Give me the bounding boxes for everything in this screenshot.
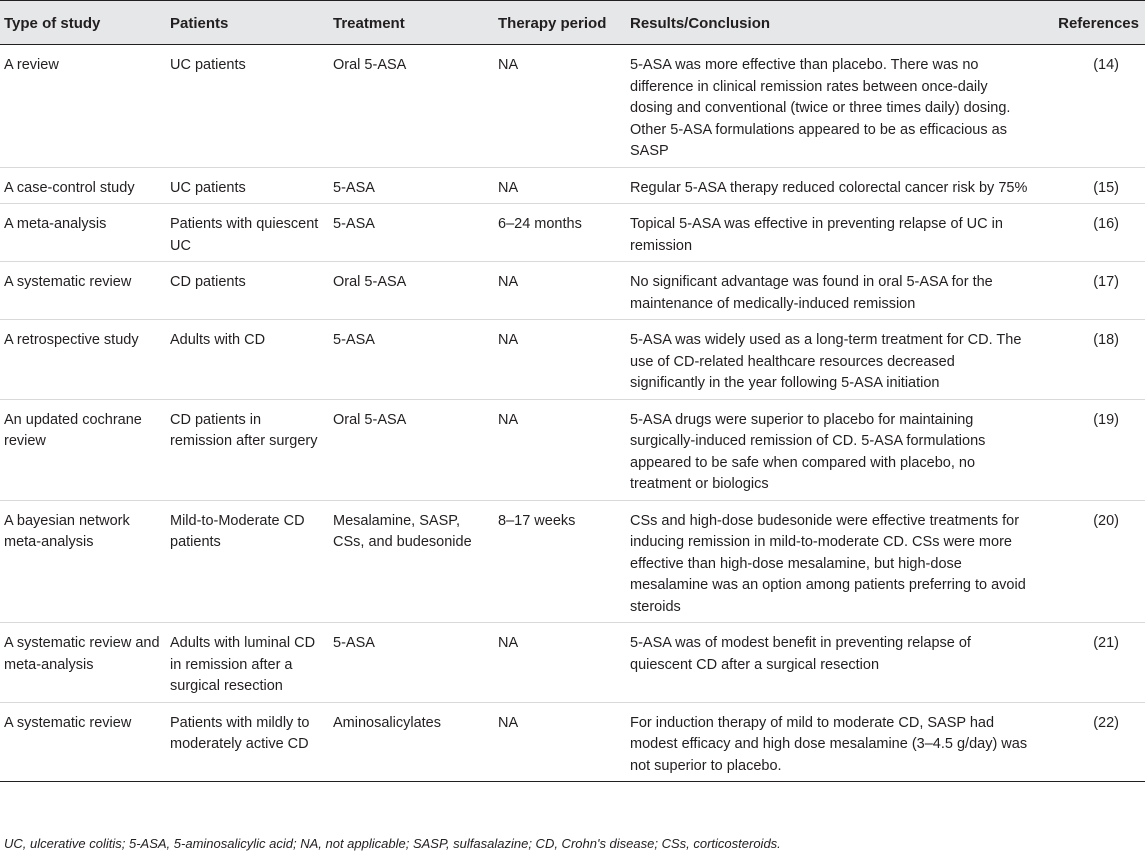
cell-treatment: Aminosalicylates xyxy=(333,714,441,731)
table-body xyxy=(0,45,1145,782)
header-therapy-period: Therapy period xyxy=(498,15,607,32)
cell-treatment: Mesalamine, SASP, CSs, and budesonide xyxy=(333,512,472,550)
cell-results: Topical 5-ASA was effective in preventing relapse of UC in remission xyxy=(630,216,1003,254)
cell-patients: UC patients xyxy=(170,57,246,73)
cell-patients: CD patients in remission after surgery xyxy=(170,411,318,449)
cell-period: 8–17 weeks xyxy=(498,512,576,529)
table-row xyxy=(0,204,1145,262)
cell-patients: Adults with luminal CD in remission after a surgical resection xyxy=(170,635,316,694)
cell-results: 5-ASA was widely used as a long-term treatment for CD. The use of CD-related healthcare resources decreased significantly in the year following 5-ASA initiation xyxy=(630,332,1022,391)
cell-patients: Patients with quiescent UC xyxy=(170,216,319,254)
cell-patients: UC patients xyxy=(170,179,246,196)
cell-treatment: Oral 5-ASA xyxy=(333,411,407,428)
cell-treatment: 5-ASA xyxy=(333,635,375,651)
header-results: Results/Conclusion xyxy=(630,15,771,32)
cell-type: A systematic review and meta-analysis xyxy=(4,635,160,673)
cell-results: 5-ASA drugs were superior to placebo for maintaining surgically-induced remission of CD. 5-ASA formulations appeared to be safe when compared with placebo, no treatment or biologics xyxy=(630,411,986,492)
cell-reference: (19) xyxy=(1093,411,1119,428)
header-references: References xyxy=(1058,15,1139,32)
cell-treatment: 5-ASA xyxy=(333,179,375,196)
header-row xyxy=(0,1,1145,45)
table-row xyxy=(0,500,1145,623)
table-row xyxy=(0,167,1145,204)
cell-patients: CD patients xyxy=(170,274,246,290)
cell-type: A retrospective study xyxy=(4,332,139,348)
cell-results: Regular 5-ASA therapy reduced colorectal cancer risk by 75% xyxy=(630,179,1028,196)
cell-type: A systematic review xyxy=(4,274,132,290)
cell-results: No significant advantage was found in oral 5-ASA for the maintenance of medically-induced remission xyxy=(630,274,993,312)
cell-results: For induction therapy of mild to moderate CD, SASP had modest efficacy and high dose mesalamine (3–4.5 g/day) was not superior to placebo. xyxy=(630,714,1028,774)
table-header xyxy=(0,1,1145,45)
header-treatment: Treatment xyxy=(333,15,405,32)
cell-reference: (20) xyxy=(1093,512,1119,529)
cell-patients: Mild-to-Moderate CD patients xyxy=(170,512,305,550)
cell-reference: (16) xyxy=(1093,216,1119,232)
header-type-of-study: Type of study xyxy=(4,15,101,32)
cell-type: An updated cochrane review xyxy=(4,411,142,449)
cell-treatment: Oral 5-ASA xyxy=(333,57,407,73)
cell-period: NA xyxy=(498,635,519,651)
header-patients: Patients xyxy=(170,15,229,32)
cell-period: NA xyxy=(498,411,519,428)
table-row xyxy=(0,702,1145,782)
cell-reference: (22) xyxy=(1093,714,1119,731)
cell-period: NA xyxy=(498,714,519,731)
cell-reference: (21) xyxy=(1093,635,1119,651)
table-footnote: UC, ulcerative colitis; 5-ASA, 5-aminosalicylic acid; NA, not applicable; SASP, sulfasalazine; CD, Crohn's disease; CSs, corticosteroids. xyxy=(4,836,781,851)
table-row xyxy=(0,320,1145,400)
cell-treatment: Oral 5-ASA xyxy=(333,274,407,290)
cell-patients: Adults with CD xyxy=(170,332,266,348)
cell-reference: (15) xyxy=(1093,179,1119,196)
cell-period: NA xyxy=(498,179,519,196)
table-row xyxy=(0,623,1145,703)
table-row xyxy=(0,399,1145,500)
cell-treatment: 5-ASA xyxy=(333,332,375,348)
cell-reference: (18) xyxy=(1093,332,1119,348)
cell-period: NA xyxy=(498,274,519,290)
cell-results: 5-ASA was more effective than placebo. There was no difference in clinical remission rates between once-daily dosing and conventional (twice or three times daily) dosing. Other 5-ASA formulations appeared to be as efficacious as SASP xyxy=(630,57,1011,159)
cell-period: NA xyxy=(498,332,519,348)
cell-reference: (14) xyxy=(1093,57,1119,73)
table-row xyxy=(0,262,1145,320)
cell-treatment: 5-ASA xyxy=(333,216,375,232)
cell-type: A systematic review xyxy=(4,714,132,731)
cell-type: A bayesian network meta-analysis xyxy=(4,512,130,550)
cell-period: 6–24 months xyxy=(498,216,582,232)
cell-results: CSs and high-dose budesonide were effective treatments for inducing remission in mild-to-moderate CD. CSs were more effective than high-dose mesalamine, but high-dose mesalamine was an option among patients preferring to avoid steroids xyxy=(630,512,1026,615)
table-row xyxy=(0,45,1145,168)
cell-reference: (17) xyxy=(1093,274,1119,290)
cell-type: A meta-analysis xyxy=(4,216,107,232)
cell-type: A review xyxy=(4,57,59,73)
cell-period: NA xyxy=(498,57,519,73)
cell-type: A case-control study xyxy=(4,179,135,196)
cell-patients: Patients with mildly to moderately active CD xyxy=(170,714,310,752)
cell-results: 5-ASA was of modest benefit in preventing relapse of quiescent CD after a surgical resection xyxy=(630,635,971,673)
